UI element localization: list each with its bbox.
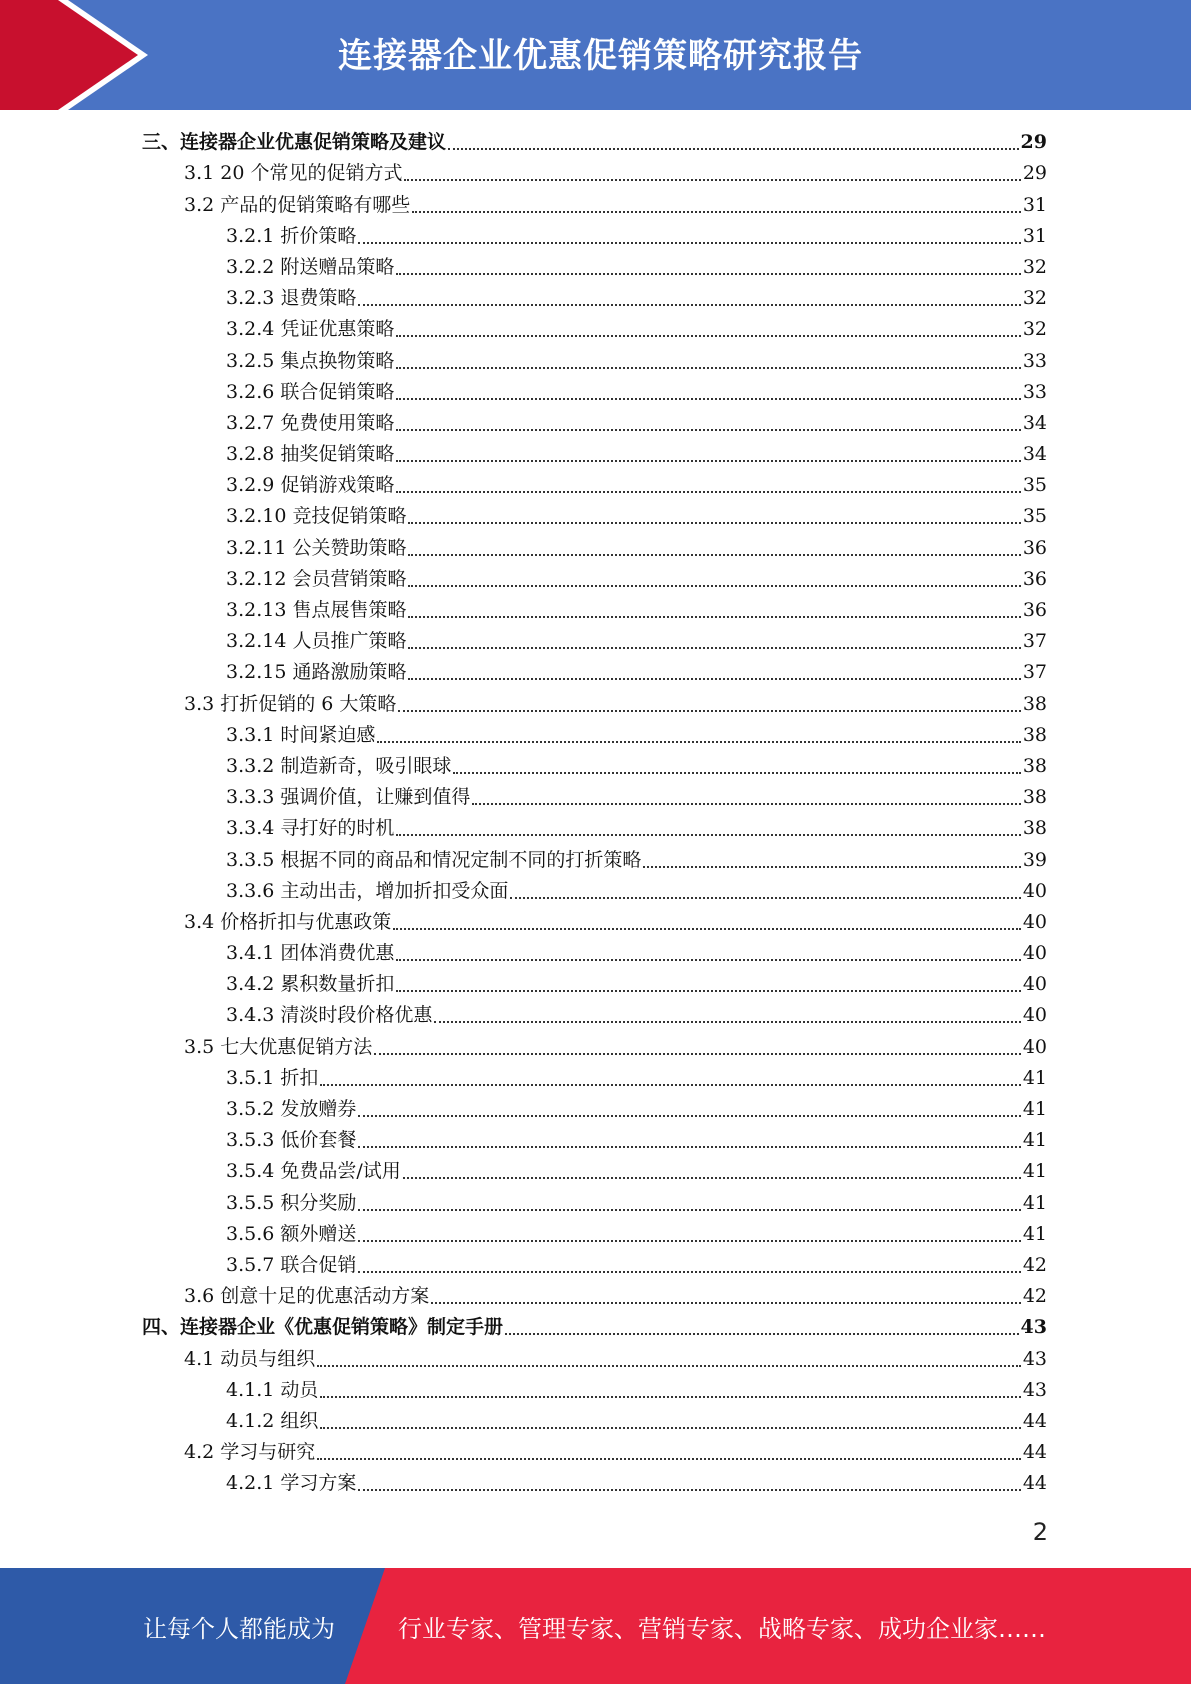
toc-dot-leader <box>396 397 1020 400</box>
toc-entry-page: 40 <box>1022 942 1047 965</box>
toc-dot-leader <box>431 1301 1021 1304</box>
toc-dot-leader <box>396 490 1020 493</box>
toc-entry-label: 3.5.7 联合促销 <box>226 1253 357 1276</box>
toc-entry-page: 41 <box>1022 1191 1047 1214</box>
toc-entry-label: 3.5.4 免费品尝/试用 <box>226 1160 401 1183</box>
toc-entry-page: 31 <box>1022 224 1047 247</box>
toc-dot-leader <box>358 1239 1020 1242</box>
toc-entry[interactable] <box>142 751 1047 782</box>
toc-entry-label: 3.2.14 人员推广策略 <box>226 630 407 653</box>
toc-dot-leader <box>358 1145 1020 1148</box>
toc-entry-page: 39 <box>1022 848 1047 871</box>
toc-entry[interactable] <box>142 1312 1047 1343</box>
toc-entry-label: 四、连接器企业《优惠促销策略》制定手册 <box>142 1316 504 1339</box>
toc-entry-label: 3.2.6 联合促销策略 <box>226 380 395 403</box>
toc-entry-page: 43 <box>1020 1316 1047 1339</box>
toc-dot-leader <box>408 553 1020 556</box>
toc-entry-page: 36 <box>1022 567 1047 590</box>
toc-dot-leader <box>396 366 1020 369</box>
toc-entry[interactable] <box>142 1468 1047 1499</box>
toc-dot-leader <box>408 677 1020 680</box>
toc-dot-leader <box>374 1052 1021 1055</box>
toc-entry[interactable] <box>142 1187 1047 1218</box>
toc-dot-leader <box>408 646 1020 649</box>
toc-entry-label: 3.2.2 附送赠品策略 <box>226 255 395 278</box>
toc-entry-page: 40 <box>1022 1035 1047 1058</box>
toc-entry[interactable] <box>142 688 1047 719</box>
toc-entry-page: 35 <box>1022 474 1047 497</box>
toc-entry-label: 3.2.15 通路激励策略 <box>226 661 407 684</box>
toc-dot-leader <box>453 771 1020 774</box>
toc-entry[interactable] <box>142 595 1047 626</box>
toc-entry-label: 3.3.2 制造新奇，吸引眼球 <box>226 754 452 777</box>
page-footer <box>0 1568 1191 1684</box>
footer-slogan-right: 行业专家、管理专家、营销专家、战略专家、成功企业家…… <box>398 1615 1046 1643</box>
toc-entry-label: 3.2.3 退费策略 <box>226 287 357 310</box>
toc-dot-leader <box>396 334 1020 337</box>
toc-entry-page: 40 <box>1022 973 1047 996</box>
toc-entry-label: 3.5 七大优惠促销方法 <box>184 1035 373 1058</box>
toc-entry-label: 3.5.1 折扣 <box>226 1066 319 1089</box>
toc-dot-leader <box>358 1114 1020 1117</box>
toc-entry[interactable] <box>142 720 1047 751</box>
toc-entry-page: 42 <box>1022 1285 1047 1308</box>
toc-entry-label: 4.2 学习与研究 <box>184 1441 316 1464</box>
toc-entry-page: 41 <box>1022 1160 1047 1183</box>
toc-entry[interactable] <box>142 1000 1047 1031</box>
page-number: 2 <box>1032 1518 1048 1546</box>
toc-dot-leader <box>434 1020 1020 1023</box>
toc-entry-page: 37 <box>1022 630 1047 653</box>
toc-entry-label: 3.2.1 折价策略 <box>226 224 357 247</box>
toc-dot-leader <box>377 740 1020 743</box>
toc-entry[interactable] <box>142 1094 1047 1125</box>
toc-dot-leader <box>408 615 1020 618</box>
toc-entry-label: 3.5.2 发放赠券 <box>226 1098 357 1120</box>
toc-entry[interactable] <box>142 221 1047 252</box>
toc-entry-label: 3.2.11 公关赞助策略 <box>226 536 407 559</box>
toc-entry-label: 4.1.1 动员 <box>226 1378 319 1401</box>
toc-entry-label: 3.3.1 时间紧迫感 <box>226 723 376 746</box>
toc-entry[interactable] <box>142 1281 1047 1312</box>
toc-entry-label: 3.2.9 促销游戏策略 <box>226 474 395 497</box>
toc-entry-page: 44 <box>1022 1441 1047 1464</box>
toc-entry-page: 41 <box>1022 1129 1047 1152</box>
toc-entry-label: 三、连接器企业优惠促销策略及建议 <box>142 131 447 154</box>
table-of-contents <box>142 127 1047 1499</box>
toc-entry[interactable] <box>142 314 1047 345</box>
toc-entry-label: 3.5.3 低价套餐 <box>226 1129 357 1152</box>
toc-entry[interactable] <box>142 1219 1047 1250</box>
toc-entry-page: 32 <box>1022 255 1047 278</box>
toc-dot-leader <box>317 1457 1021 1460</box>
toc-dot-leader <box>408 584 1020 587</box>
toc-entry-label: 3.2 产品的促销策略有哪些 <box>184 193 411 216</box>
toc-entry[interactable] <box>142 377 1047 408</box>
toc-entry-page: 41 <box>1022 1098 1047 1120</box>
toc-entry-page: 34 <box>1022 443 1047 466</box>
toc-dot-leader <box>643 865 1020 868</box>
toc-entry[interactable] <box>142 127 1047 158</box>
toc-entry-page: 33 <box>1022 349 1047 372</box>
report-title: 连接器企业优惠促销策略研究报告 <box>338 36 863 76</box>
toc-entry-page: 38 <box>1022 723 1047 746</box>
toc-entry-label: 3.4 价格折扣与优惠政策 <box>184 910 392 933</box>
toc-entry[interactable] <box>142 1250 1047 1281</box>
toc-entry-label: 3.4.1 团体消费优惠 <box>226 942 395 965</box>
toc-entry-label: 3.2.8 抽奖促销策略 <box>226 443 395 466</box>
toc-entry[interactable] <box>142 439 1047 470</box>
footer-slogan-left: 让每个人都能成为 <box>143 1615 335 1643</box>
toc-entry-page: 38 <box>1022 817 1047 840</box>
toc-entry-label: 3.4.3 清淡时段价格优惠 <box>226 1004 433 1027</box>
toc-dot-leader <box>396 989 1020 992</box>
toc-entry-page: 32 <box>1022 318 1047 341</box>
toc-dot-leader <box>358 241 1020 244</box>
toc-entry-page: 40 <box>1022 879 1047 902</box>
toc-dot-leader <box>358 1488 1020 1491</box>
toc-entry-label: 3.1 20 个常见的促销方式 <box>184 162 403 185</box>
toc-entry[interactable] <box>142 626 1047 657</box>
toc-entry-page: 42 <box>1022 1253 1047 1276</box>
toc-entry[interactable] <box>142 470 1047 501</box>
toc-dot-leader <box>396 428 1020 431</box>
toc-entry[interactable] <box>142 408 1047 439</box>
toc-entry-page: 29 <box>1022 162 1047 185</box>
toc-entry-page: 40 <box>1022 1004 1047 1027</box>
toc-entry-label: 3.3.5 根据不同的商品和情况定制不同的打折策略 <box>226 848 642 871</box>
toc-dot-leader <box>404 178 1020 181</box>
toc-entry-page: 38 <box>1022 786 1047 809</box>
toc-entry[interactable] <box>142 1343 1047 1374</box>
toc-entry-page: 44 <box>1022 1409 1047 1432</box>
toc-dot-leader <box>317 1364 1021 1367</box>
toc-entry[interactable] <box>142 158 1047 189</box>
toc-dot-leader <box>358 303 1020 306</box>
toc-entry-label: 3.2.5 集点换物策略 <box>226 349 395 372</box>
toc-entry-label: 4.1.2 组织 <box>226 1409 319 1432</box>
toc-entry-label: 3.2.13 售点展售策略 <box>226 599 407 621</box>
toc-entry-page: 41 <box>1022 1222 1047 1245</box>
toc-entry-page: 38 <box>1022 754 1047 777</box>
toc-entry-page: 41 <box>1022 1066 1047 1089</box>
toc-dot-leader <box>396 958 1020 961</box>
toc-dot-leader <box>412 210 1021 213</box>
toc-dot-leader <box>408 521 1020 524</box>
toc-entry[interactable] <box>142 1063 1047 1094</box>
toc-entry[interactable] <box>142 657 1047 688</box>
toc-entry-label: 3.4.2 累积数量折扣 <box>226 973 395 996</box>
toc-entry-page: 36 <box>1022 599 1047 621</box>
toc-entry[interactable] <box>142 1437 1047 1468</box>
toc-dot-leader <box>505 1332 1019 1335</box>
toc-entry-page: 34 <box>1022 411 1047 434</box>
toc-entry-label: 3.5.5 积分奖励 <box>226 1191 357 1214</box>
red-chevron-decoration <box>0 0 150 110</box>
toc-dot-leader <box>403 1176 1021 1179</box>
toc-entry[interactable] <box>142 1156 1047 1187</box>
toc-entry[interactable] <box>142 969 1047 1000</box>
toc-dot-leader <box>472 802 1020 805</box>
toc-entry[interactable] <box>142 532 1047 563</box>
toc-entry[interactable] <box>142 1031 1047 1062</box>
toc-entry-label: 3.2.10 竞技促销策略 <box>226 505 407 528</box>
toc-entry-label: 3.3.4 寻打好的时机 <box>226 817 395 840</box>
toc-entry-page: 43 <box>1022 1347 1047 1370</box>
toc-entry[interactable] <box>142 907 1047 938</box>
toc-entry-page: 35 <box>1022 505 1047 528</box>
toc-dot-leader <box>396 833 1020 836</box>
toc-entry-label: 3.5.6 额外赠送 <box>226 1222 357 1245</box>
toc-entry-label: 4.1 动员与组织 <box>184 1347 316 1370</box>
toc-entry[interactable] <box>142 1375 1047 1406</box>
toc-entry-label: 4.2.1 学习方案 <box>226 1472 357 1495</box>
toc-dot-leader <box>396 272 1020 275</box>
toc-entry-page: 31 <box>1022 193 1047 216</box>
toc-dot-leader <box>448 147 1019 150</box>
toc-entry[interactable] <box>142 844 1047 875</box>
toc-entry-page: 40 <box>1022 910 1047 933</box>
toc-dot-leader <box>510 896 1020 899</box>
toc-entry-label: 3.2.12 会员营销策略 <box>226 567 407 590</box>
toc-entry[interactable] <box>142 345 1047 376</box>
toc-entry-page: 36 <box>1022 536 1047 559</box>
toc-entry[interactable] <box>142 252 1047 283</box>
toc-dot-leader <box>393 927 1021 930</box>
toc-entry-label: 3.2.7 免费使用策略 <box>226 411 395 434</box>
toc-entry[interactable] <box>142 876 1047 907</box>
toc-entry-label: 3.3 打折促销的 6 大策略 <box>184 692 397 715</box>
toc-entry[interactable] <box>142 782 1047 813</box>
toc-entry[interactable] <box>142 1125 1047 1156</box>
toc-entry-page: 33 <box>1022 380 1047 403</box>
toc-entry[interactable] <box>142 938 1047 969</box>
toc-dot-leader <box>398 709 1020 712</box>
page-header <box>0 0 1191 110</box>
toc-entry[interactable] <box>142 564 1047 595</box>
toc-entry-label: 3.2.4 凭证优惠策略 <box>226 318 395 341</box>
toc-entry-label: 3.3.3 强调价值，让赚到值得 <box>226 786 471 809</box>
toc-entry-page: 29 <box>1020 131 1047 154</box>
toc-entry-page: 37 <box>1022 661 1047 684</box>
toc-entry-page: 44 <box>1022 1472 1047 1495</box>
toc-dot-leader <box>320 1426 1020 1429</box>
toc-entry-page: 38 <box>1022 692 1047 715</box>
toc-entry[interactable] <box>142 813 1047 844</box>
toc-entry-label: 3.6 创意十足的优惠活动方案 <box>184 1285 430 1308</box>
toc-entry-page: 43 <box>1022 1378 1047 1401</box>
toc-dot-leader <box>358 1208 1020 1211</box>
toc-dot-leader <box>320 1395 1020 1398</box>
toc-dot-leader <box>396 459 1020 462</box>
toc-entry[interactable] <box>142 501 1047 532</box>
toc-entry-label: 3.3.6 主动出击，增加折扣受众面 <box>226 879 509 902</box>
toc-dot-leader <box>358 1270 1020 1273</box>
toc-entry[interactable] <box>142 1406 1047 1437</box>
toc-dot-leader <box>320 1083 1020 1086</box>
toc-entry[interactable] <box>142 283 1047 314</box>
toc-entry-page: 32 <box>1022 287 1047 310</box>
toc-entry[interactable] <box>142 189 1047 220</box>
